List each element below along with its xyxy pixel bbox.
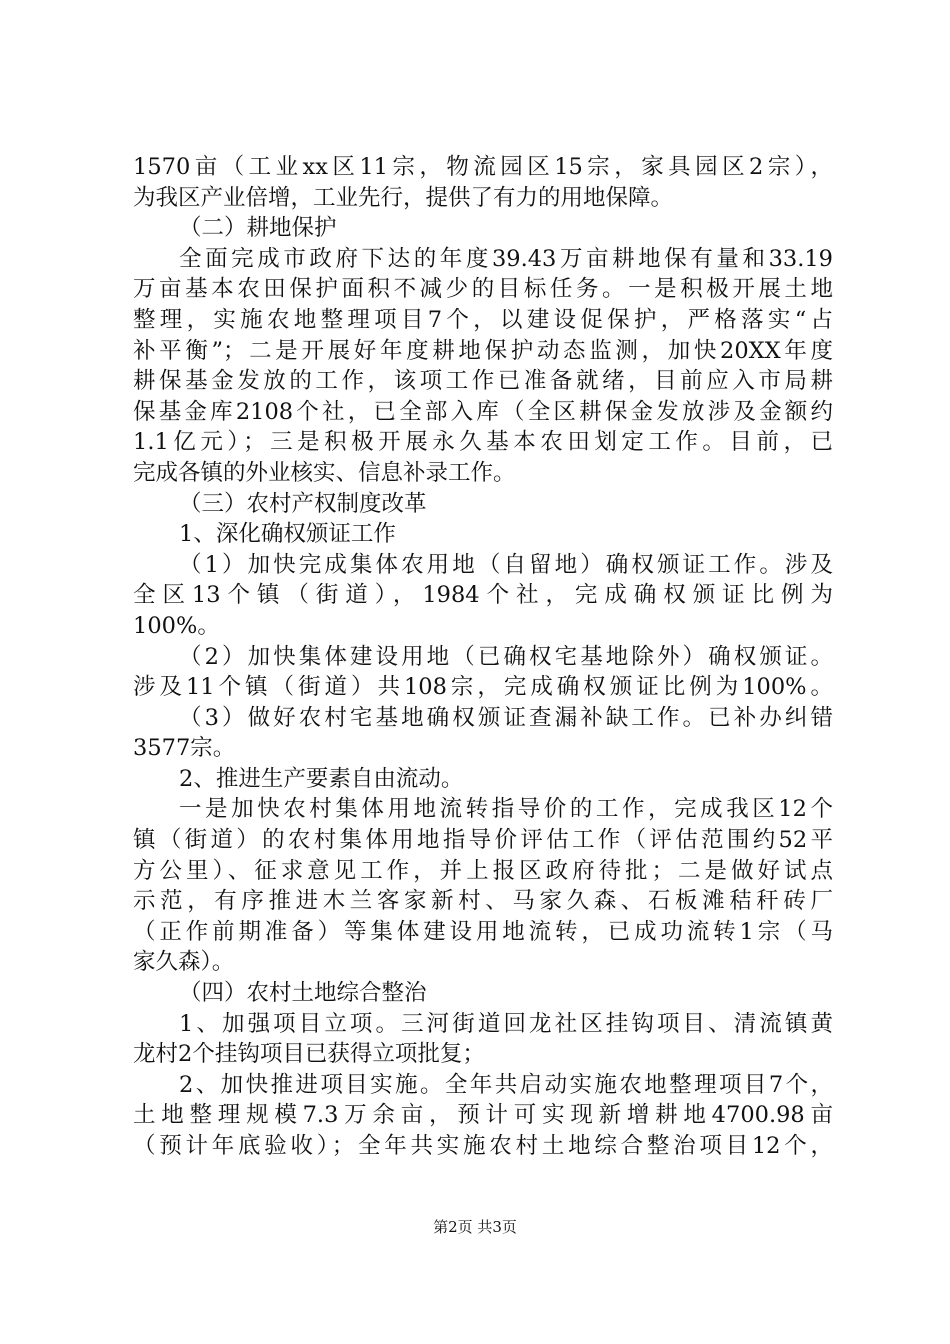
subsection-heading: 2、推进生产要素自由流动。 — [179, 765, 464, 792]
paragraph-line: 完成各镇的外业核实、信息补录工作。 — [133, 459, 516, 486]
paragraph-line: 方公里）、征求意见工作，并上报区政府待批；二是做好试点 — [133, 857, 833, 884]
paragraph-line: 1、加强项目立项。三河街道回龙社区挂钩项目、清流镇黄 — [179, 1010, 833, 1037]
paragraph-line: 2、加快推进项目实施。全年共启动实施农地整理项目7个， — [179, 1071, 833, 1098]
paragraph-line: 家久森）。 — [133, 949, 235, 976]
paragraph-line: 土地整理规模7.3万余亩，预计可实现新增耕地4700.98亩 — [133, 1102, 833, 1129]
paragraph-line: 100%。 — [133, 612, 220, 639]
paragraph-line: （3）做好农村宅基地确权颁证查漏补缺工作。已补办纠错 — [179, 704, 833, 731]
paragraph-line: 补平衡”；二是开展好年度耕地保护动态监测，加快20XX年度 — [133, 337, 833, 364]
paragraph-line: 一是加快农村集体用地流转指导价的工作，完成我区12个 — [179, 796, 833, 823]
section-heading: （三）农村产权制度改革 — [179, 490, 427, 517]
document-body — [133, 152, 833, 1162]
paragraph-line: （正作前期准备）等集体建设用地流转，已成功流转1宗（马 — [133, 918, 833, 945]
paragraph-line: 示范，有序推进木兰客家新村、马家久森、石板滩秸秆砖厂 — [133, 888, 833, 915]
paragraph-line: 全面完成市政府下达的年度39.43万亩耕地保有量和33.19 — [179, 245, 833, 272]
paragraph-line: 1570亩（工业xx区11宗，物流园区15宗，家具园区2宗）， — [133, 154, 833, 180]
section-heading: （四）农村土地综合整治 — [179, 980, 427, 1007]
paragraph-line: （1）加快完成集体农用地（自留地）确权颁证工作。涉及 — [179, 551, 833, 578]
paragraph-line: 耕保基金发放的工作，该项工作已准备就绪，目前应入市局耕 — [133, 368, 833, 395]
paragraph-line: 保基金库2108个社，已全部入库（全区耕保金发放涉及金额约 — [133, 398, 833, 425]
paragraph-line: 1.1亿元）；三是积极开展永久基本农田划定工作。目前，已 — [133, 429, 833, 456]
subsection-heading: 1、深化确权颁证工作 — [179, 521, 396, 548]
paragraph-line: 涉及11个镇（街道）共108宗，完成确权颁证比例为100%。 — [133, 674, 833, 701]
paragraph-line: 为我区产业倍增，工业先行，提供了有力的用地保障。 — [133, 184, 674, 211]
paragraph-line: 龙村2个挂钩项目已获得立项批复； — [133, 1041, 485, 1068]
page-number-footer: 第2页 共3页 — [433, 1218, 517, 1236]
paragraph-line: （预计年底验收）；全年共实施农村土地综合整治项目12个， — [133, 1133, 833, 1159]
paragraph-line: 镇（街道）的农村集体用地指导价评估工作（评估范围约52平 — [133, 827, 833, 854]
paragraph-line: 万亩基本农田保护面积不减少的目标任务。一是积极开展土地 — [133, 276, 833, 303]
paragraph-line: （2）加快集体建设用地（已确权宅基地除外）确权颁证。 — [179, 643, 833, 670]
paragraph-line: 3577宗。 — [133, 735, 236, 762]
section-heading: （二）耕地保护 — [179, 215, 337, 242]
paragraph-line: 全区13个镇（街道），1984个社，完成确权颁证比例为 — [133, 582, 833, 609]
paragraph-line: 整理，实施农地整理项目7个，以建设促保护，严格落实“占 — [133, 306, 833, 333]
